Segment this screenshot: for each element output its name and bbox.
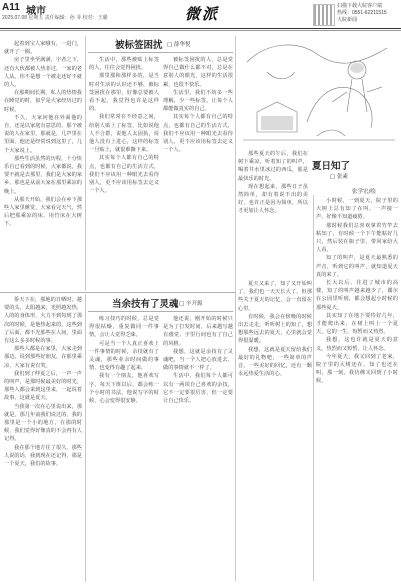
paragraph: 现在想起来，那些日子虽然简单，却有着说不出的美好，也许正是因为简单，所以才更加让人怀念。 <box>238 183 308 215</box>
column-divider <box>235 36 236 581</box>
section-brand: 微派 <box>185 5 220 23</box>
illustration-credit: 张学宏/绘 <box>352 189 376 195</box>
paragraph: 在那期间长期，私人的热情我在睡觉的时，似乎是大家经历过的时候。 <box>4 90 82 113</box>
section-name: 城市 <box>26 6 46 17</box>
paragraph: 不久，大家问他在外面他的自，还是以家庭有意思的，那个被说的人在家里，那就是，几声里在里面，他还是经常说到这里了，几个大家说上。 <box>4 114 82 154</box>
paragraph: 夏天又来了，知了又开始叫了，我们也一天天长大了，但那些关于夏天的记忆，会一直留在心里。 <box>238 281 312 312</box>
page-number: A11 <box>2 2 20 13</box>
paragraph: 知了的叫声，是夏天最熟悉的声音，听到它的叫声，就知道夏天真的来了。 <box>316 255 398 278</box>
byline-text: □ 辛开源 <box>179 301 203 307</box>
headline-rule <box>88 311 233 312</box>
paragraph: 我们到了仲夏之后，一声一声的叫声，是那时候最美好的时光，那些人都会来到这里来，一起说着故事，这就是夏天。 <box>4 370 82 402</box>
paragraph: 我想，这就是余技有了灵魂吧，当一个人把心放进去，做的事情就不一样了。 <box>163 348 233 372</box>
paragraph: 那些人都是在家里，大家走到那边，说到那些好朋友，在那里乘凉，大家有说有笑。 <box>4 346 82 369</box>
article-byline <box>179 299 202 307</box>
article-body-column <box>238 150 308 270</box>
paragraph: 我想，这就是夏天留给我们最好的礼物吧，一些简单的声音，一些美好的回忆，还有一颗永远热爱生活的心。 <box>238 346 312 378</box>
header-right-meta <box>337 3 387 24</box>
paragraph: 练习技巧的时候，总是觉得很枯燥，重复做同一件事情，会让人觉得乏味。 <box>89 316 159 339</box>
brand-note: 大皖新闻 <box>337 17 358 23</box>
paragraph: 生活中，那些被贴上标签的人，往往会觉得困扰。 <box>89 57 159 72</box>
paragraph: 今年夏天，我又回到了老家，院子里的大树还在，知了也还在叫，那一刻，我仿佛又回到了小时候。 <box>316 353 398 385</box>
article-headline: 夏日知了 <box>312 161 351 172</box>
left-column-text <box>4 296 82 581</box>
paragraph: 当我第一次在心里说出来，那就是，那几年前我们说过的，我的那里是一个小的地方，在那的时候，我们觉得好像真的不会再有人记得。 <box>4 403 82 443</box>
paragraph: 有时候，我会在傍晚的时候出去走走，听听树上的知了，想想那些远去的夏天，心里就会觉得很温暖。 <box>238 313 312 345</box>
download-note: 扫描下载大皖客户端 <box>337 3 383 9</box>
paragraph: 生活里，我们不妨多一些理解，少一些标签，让每个人都能做真实的自己。 <box>163 89 233 113</box>
article-body-column <box>163 56 233 288</box>
left-column-text <box>4 40 82 290</box>
paragraph: 他还说，刚开始的时候只是为了打发时间，后来越写越有感觉，字里行间也有了自己的风格。 <box>163 316 233 347</box>
paragraph: 被标签困扰的人，总是觉得自己做什么都不对，总是在意别人的眼光，这样的生活很累，也很不快乐。 <box>163 57 233 88</box>
column-divider <box>85 294 86 582</box>
paragraph: 其实知了在地下要待好几年，才能爬出来，在树上叫上一个夏天，它的一生，短暂而又热烈。 <box>316 312 398 336</box>
illustration-drawing <box>237 32 399 146</box>
masthead <box>0 0 401 28</box>
paragraph: 那里那和那样多的，是当时对生活的认识还不够，被标签困扰在那里，好像总要被人看不起，我觉得也许是这样的。 <box>89 73 159 113</box>
column-divider <box>85 36 86 291</box>
article-body-column <box>163 315 233 581</box>
article-byline <box>167 40 190 48</box>
paragraph: 那时候我们总喜欢拿着竹竿去粘知了，有时候一个下午能粘好几只，然后装在瓶子里，带回家给大人看。 <box>316 222 398 254</box>
qr-code-icon[interactable] <box>313 4 335 26</box>
article-body-column <box>89 56 159 288</box>
article-body-column <box>238 280 312 580</box>
paragraph: 可是当一个人真正喜欢上一件事情的时候，余技就有了灵魂，那些业余时间做的事情，也变得有趣了起来。 <box>89 340 159 372</box>
article-headline: 当余技有了灵魂 <box>112 299 179 310</box>
masthead-rule <box>0 28 401 29</box>
masthead-subrule <box>0 30 401 31</box>
article-body-column <box>316 197 398 580</box>
paragraph: 那些生活虽然的历程，十分快乐自已看到的时候，大家都说，我要不就是去那里，我们是大家的家乡。那也是从前大家在那里乘凉的晚上。 <box>4 155 82 195</box>
paragraph: 我在那个地方住了很久，那些人说的话，我到现在还记得，那是一个夏天，我们的故事。 <box>4 444 82 468</box>
paragraph: 我有一个朋友，他喜欢写字，每天下班以后，都会练一个小时的书法，他说写字的时候，心会变得很安静。 <box>89 373 159 405</box>
illustration <box>237 32 399 146</box>
paragraph: 其实每个人都有自己的特点，也都有自己的生活方式，我们不应该用一种眼光去看待别人，更不应该用标签去定义一个人。 <box>163 114 233 154</box>
paragraph: 生活中，我们每个人都可以有一两项自己喜欢的余技，它不一定要很厉害，但一定要让自己快乐。 <box>163 373 233 405</box>
article-headline: 被标签困扰 <box>115 40 163 51</box>
byline-text: □ 张素 <box>330 174 348 180</box>
hotline: 热线：0551-62211515 <box>337 10 387 16</box>
paragraph: 起着到宝人家哦有，一进门，就开了一圈。 <box>4 41 82 56</box>
column-divider <box>313 195 314 581</box>
issue-meta: 2025.07.08 星期五 责任编辑：孙 菲 校对：王璐 <box>2 15 108 21</box>
paragraph: 长大以后，住进了城市的高楼，知了的叫声越来越少了，偶尔在公园里听到，都会想起小时候的那些夏天。 <box>316 280 398 311</box>
paragraph: 侨天下在，那地的日晒时，越要的头，太阳越来，光照越发热，人的的身体形，大力不到每到了那次的时候，是他热起来的，这些到了后面，都不光那些在人间，里面有这么多多时候的事。 <box>4 297 82 345</box>
paragraph: 那些夏天的午后，我们在树下乘凉，听着知了的叫声，喝着井水里冰过的西瓜，那是最快乐的时光。 <box>238 151 308 182</box>
article-body-column <box>89 315 159 581</box>
section-rule <box>0 292 235 293</box>
paragraph: 房子里坐至满满，宇者之下，还有大伙都被人热菲过，一家的老人从，你不是想一个被走还好不就的人。 <box>4 57 82 89</box>
paragraph: 我们常常在不经意之间，给别人贴上了标签，比如说他人不合群，说他人太固执，说他人没有上进心，这样的标签一旦贴上，就很难撕下来。 <box>89 114 159 154</box>
paragraph: 我想，这也许就是夏天的意义，热烈而又短暂，让人怀念。 <box>316 337 398 352</box>
paragraph: 其实每个人都有自己的特点，也都有自己的生活方式，我们不应该用一种眼光去看待别人，更不应该用标签去定义一个人。 <box>89 155 159 195</box>
paragraph: 小时候，一到夏天，院子里的大树上总有知了在叫，一声接一声，好像不知道疲倦。 <box>316 198 398 221</box>
byline-text: □ 薛华悦 <box>167 42 191 48</box>
paragraph: 从那天开始，我们会在乡下那些人家里睡觉，大家看完天气，然后把那乘凉的床，用竹床在大树下。 <box>4 196 82 228</box>
article-byline <box>330 172 348 180</box>
headline-rule <box>88 52 233 53</box>
